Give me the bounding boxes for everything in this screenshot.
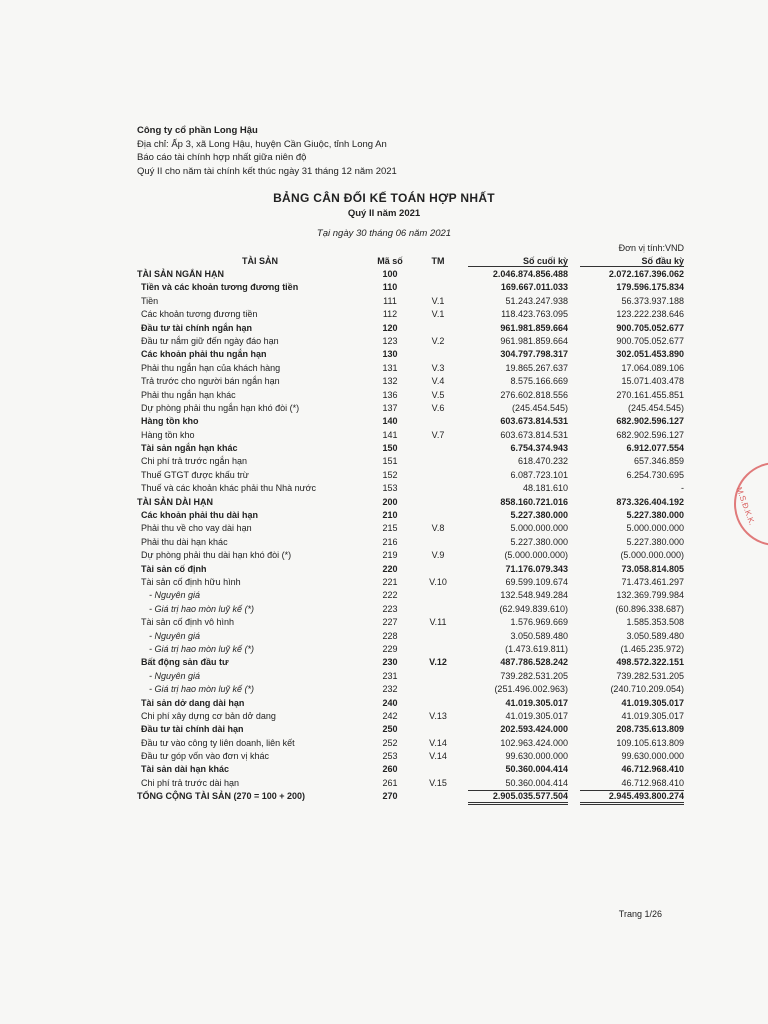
row-label: Tiền và các khoản tương đương tiền	[141, 282, 299, 293]
row-end-value: 69.599.109.674	[505, 576, 568, 587]
table-row	[0, 455, 768, 468]
row-begin-value: 6.912.077.554	[626, 443, 684, 454]
row-end-value: (62.949.839.610)	[499, 603, 568, 614]
row-code: 216	[382, 536, 398, 547]
row-note: V.4	[431, 376, 445, 387]
table-row	[0, 763, 768, 776]
column-header-begin-period: Số đầu kỳ	[580, 256, 684, 267]
row-begin-value: 41.019.305.017	[621, 710, 684, 721]
row-begin-value: 302.051.453.890	[616, 349, 684, 360]
table-row	[0, 737, 768, 750]
row-code: 153	[382, 483, 398, 494]
table-row	[0, 482, 768, 495]
row-note: V.10	[429, 576, 447, 587]
row-end-value: 71.176.079.343	[505, 563, 568, 574]
row-label: Tài sản cố định vô hình	[141, 617, 235, 628]
table-row	[0, 268, 768, 281]
row-begin-value: 109.105.613.809	[616, 737, 684, 748]
row-code: 223	[382, 603, 398, 614]
column-header-end-period: Số cuối kỳ	[468, 256, 568, 267]
row-begin-value: 46.712.968.410	[621, 777, 684, 788]
row-end-value: 118.423.763.095	[501, 309, 568, 320]
row-code: 227	[382, 617, 398, 628]
table-row	[0, 643, 768, 656]
row-code: 250	[382, 724, 398, 735]
row-begin-value: (60.896.338.687)	[615, 603, 684, 614]
table-row	[0, 469, 768, 482]
row-label: Tài sản cố định hữu hình	[141, 576, 241, 587]
table-row	[0, 630, 768, 643]
column-header-code: Mã số	[377, 256, 403, 266]
table-row	[0, 723, 768, 736]
row-code: 151	[382, 456, 398, 467]
row-code: 221	[382, 576, 398, 587]
balance-sheet-table	[0, 268, 768, 804]
row-note: V.1	[431, 295, 445, 306]
row-begin-value: 739.282.531.205	[616, 670, 684, 681]
row-begin-value: 17.064.089.106	[621, 362, 684, 373]
row-code: 240	[382, 697, 398, 708]
table-row	[0, 389, 768, 402]
row-note: V.12	[429, 657, 447, 668]
table-row	[0, 750, 768, 763]
row-end-value: 5.227.380.000	[510, 510, 568, 521]
row-code: 112	[382, 309, 398, 320]
row-label: TỔNG CỘNG TÀI SẢN (270 = 100 + 200)	[137, 791, 306, 802]
row-begin-value: 5.000.000.000	[626, 523, 684, 534]
table-row	[0, 522, 768, 535]
row-code: 260	[382, 764, 398, 775]
row-label: - Nguyên giá	[149, 670, 201, 681]
row-begin-value: 15.071.403.478	[621, 376, 684, 387]
row-begin-value: 682.902.596.127	[616, 429, 684, 440]
row-end-value: (245.454.545)	[511, 402, 568, 413]
row-note: V.14	[429, 737, 447, 748]
row-code: 123	[382, 335, 398, 346]
row-code: 220	[382, 563, 398, 574]
row-begin-value: 123.222.238.646	[616, 309, 684, 320]
row-label: Chi phí trả trước dài hạn	[141, 777, 239, 788]
row-label: Đầu tư góp vốn vào đơn vị khác	[141, 751, 269, 762]
row-begin-value: 900.705.052.677	[616, 322, 684, 333]
row-begin-value: (5.000.000.000)	[620, 550, 684, 561]
row-end-value: 51.243.247.938	[505, 295, 568, 306]
row-begin-value: 5.227.380.000	[626, 536, 684, 547]
row-begin-value: 270.161.455.851	[616, 389, 684, 400]
column-header-asset: TÀI SẢN	[242, 256, 278, 266]
row-end-value: 739.282.531.205	[500, 670, 568, 681]
row-end-value: 2.905.035.577.504	[468, 790, 568, 805]
row-label: Hàng tồn kho	[141, 416, 199, 427]
row-end-value: 961.981.859.664	[500, 322, 568, 333]
row-code: 215	[382, 523, 398, 534]
row-code: 230	[382, 657, 398, 668]
row-begin-value: 2.945.493.800.274	[580, 790, 684, 805]
row-end-value: 276.602.818.556	[500, 389, 568, 400]
row-end-value: 1.576.969.669	[510, 617, 568, 628]
row-code: 253	[382, 751, 398, 762]
table-row	[0, 415, 768, 428]
row-code: 136	[382, 389, 398, 400]
row-code: 131	[382, 362, 398, 373]
row-end-value: 169.667.011.033	[500, 282, 568, 293]
report-period: Quý II cho năm tài chính kết thúc ngày 31 tháng 12 năm 2021	[137, 165, 397, 177]
row-begin-value: 900.705.052.677	[616, 335, 684, 346]
row-label: Phải thu dài hạn khác	[141, 536, 228, 547]
row-code: 111	[383, 295, 397, 306]
row-begin-value: 73.058.814.805	[621, 563, 684, 574]
table-row	[0, 362, 768, 375]
row-end-value: 19.865.267.637	[505, 362, 568, 373]
row-begin-value: 6.254.730.695	[626, 469, 684, 480]
row-begin-value: 498.572.322.151	[616, 657, 684, 668]
table-row	[0, 549, 768, 562]
row-label: Trả trước cho người bán ngắn hạn	[141, 376, 280, 387]
row-end-value: 3.050.589.480	[510, 630, 568, 641]
row-code: 252	[382, 737, 398, 748]
currency-unit: Đơn vị tính:VND	[618, 243, 684, 253]
row-label: - Giá trị hao mòn luỹ kế (*)	[149, 684, 255, 695]
row-end-value: 41.019.305.017	[505, 710, 568, 721]
row-end-value: 5.227.380.000	[510, 536, 568, 547]
row-begin-value: 41.019.305.017	[621, 697, 684, 708]
row-code: 120	[382, 322, 398, 333]
row-note: V.3	[431, 362, 445, 373]
table-row	[0, 603, 768, 616]
row-begin-value: 56.373.937.188	[621, 295, 684, 306]
row-note: V.8	[431, 523, 445, 534]
row-end-value: 5.000.000.000	[510, 523, 568, 534]
row-note: V.13	[429, 710, 447, 721]
row-label: Đầu tư nắm giữ đến ngày đáo hạn	[141, 335, 279, 346]
row-code: 231	[382, 670, 398, 681]
row-label: Phải thu ngắn hạn khác	[141, 389, 236, 400]
row-code: 261	[382, 777, 398, 788]
row-end-value: 304.797.798.317	[500, 349, 568, 360]
row-begin-value: 873.326.404.192	[616, 496, 684, 507]
table-row	[0, 308, 768, 321]
row-end-value: 603.673.814.531	[500, 416, 568, 427]
row-end-value: 6.087.723.101	[510, 469, 568, 480]
row-code: 100	[382, 269, 398, 279]
row-label: Tài sản dài hạn khác	[141, 764, 230, 775]
row-label: Tài sản cố định	[141, 563, 207, 574]
row-label: Hàng tồn kho	[141, 429, 195, 440]
row-end-value: 618.470.232	[517, 456, 568, 467]
row-end-value: (5.000.000.000)	[504, 550, 568, 561]
row-begin-value: 71.473.461.297	[621, 576, 684, 587]
row-code: 132	[382, 376, 398, 387]
row-end-value: 2.046.874.856.488	[492, 269, 568, 279]
row-begin-value: 208.735.613.809	[616, 724, 684, 735]
row-begin-value: 1.585.353.508	[626, 617, 684, 628]
row-label: Tài sản ngắn hạn khác	[141, 443, 238, 454]
row-label: Chi phí trả trước ngắn hạn	[141, 456, 247, 467]
row-label: Chi phí xây dựng cơ bản dở dang	[141, 710, 276, 721]
row-code: 141	[382, 429, 398, 440]
row-note: V.7	[431, 429, 445, 440]
table-row	[0, 576, 768, 589]
row-label: Dự phòng phải thu ngắn hạn khó đòi (*)	[141, 402, 300, 413]
column-header-note: TM	[431, 256, 445, 266]
company-address: Địa chỉ: Ấp 3, xã Long Hậu, huyện Cần Giuộc, tỉnh Long An	[137, 138, 387, 150]
table-row	[0, 656, 768, 669]
row-note: V.2	[431, 335, 445, 346]
row-label: Tiền	[141, 295, 159, 306]
row-label: Phải thu về cho vay dài hạn	[141, 523, 252, 534]
row-note: V.9	[431, 550, 445, 561]
row-end-value: 41.019.305.017	[505, 697, 568, 708]
row-begin-value: 179.596.175.834	[616, 282, 684, 293]
table-row	[0, 402, 768, 415]
row-note: V.15	[429, 777, 447, 788]
row-label: Các khoản phải thu ngắn hạn	[141, 349, 267, 360]
seal-text: M.S.Đ.K.K.	[734, 486, 757, 527]
document-subtitle: Quý II năm 2021	[347, 208, 421, 219]
row-code: 219	[382, 550, 398, 561]
row-end-value: 50.360.004.414	[505, 777, 568, 788]
table-row	[0, 670, 768, 683]
row-end-value: 132.548.949.284	[500, 590, 568, 601]
row-label: Thuế và các khoản khác phải thu Nhà nước	[141, 483, 317, 494]
page-number: Trang 1/26	[618, 909, 662, 919]
table-row	[0, 563, 768, 576]
table-row	[0, 295, 768, 308]
row-begin-value: (245.454.545)	[627, 402, 684, 413]
report-type: Báo cáo tài chính hợp nhất giữa niên độ	[137, 152, 307, 163]
table-row	[0, 710, 768, 723]
row-note: V.14	[429, 751, 447, 762]
row-end-value: 6.754.374.943	[510, 443, 568, 454]
table-row	[0, 616, 768, 629]
row-label: - Giá trị hao mòn luỹ kế (*)	[149, 603, 255, 614]
table-row	[0, 509, 768, 522]
row-code: 152	[382, 469, 398, 480]
report-date: Tại ngày 30 tháng 06 năm 2021	[316, 228, 452, 239]
row-note: V.6	[431, 402, 445, 413]
row-end-value: (1.473.619.811)	[505, 643, 568, 654]
row-code: 150	[382, 443, 398, 454]
row-code: 200	[382, 496, 398, 507]
row-label: - Nguyên giá	[149, 630, 201, 641]
document-header	[137, 124, 397, 178]
row-end-value: 8.575.166.669	[510, 376, 568, 387]
row-code: 140	[382, 416, 398, 427]
row-label: Đầu tư vào công ty liên doanh, liên kết	[141, 737, 295, 748]
row-label: TÀI SẢN NGẮN HẠN	[137, 269, 224, 279]
row-label: Tài sản dở dang dài hạn	[141, 697, 245, 708]
row-label: Thuế GTGT được khấu trừ	[141, 469, 249, 480]
row-end-value: 102.963.424.000	[500, 737, 568, 748]
table-row	[0, 281, 768, 294]
row-end-value: 99.630.000.000	[505, 751, 568, 762]
table-row	[0, 683, 768, 696]
row-code: 228	[382, 630, 398, 641]
row-code: 130	[382, 349, 398, 360]
row-code: 210	[382, 510, 398, 521]
row-label: Các khoản tương đương tiền	[141, 309, 258, 320]
row-code: 270	[382, 791, 398, 802]
table-row	[0, 790, 768, 803]
table-row	[0, 697, 768, 710]
row-label: Đầu tư tài chính dài hạn	[141, 724, 244, 735]
table-row	[0, 375, 768, 388]
row-label: Các khoản phải thu dài hạn	[141, 510, 259, 521]
row-note: V.11	[429, 617, 447, 628]
row-begin-value: 3.050.589.480	[626, 630, 684, 641]
table-row	[0, 589, 768, 602]
row-note: V.1	[431, 309, 445, 320]
row-label: Bất động sản đầu tư	[141, 657, 229, 668]
row-begin-value: (1.465.235.972)	[620, 643, 684, 654]
row-end-value: 50.360.004.414	[505, 764, 568, 775]
table-row	[0, 496, 768, 509]
row-label: Dự phòng phải thu dài hạn khó đòi (*)	[141, 550, 292, 561]
row-code: 137	[382, 402, 398, 413]
row-label: Đầu tư tài chính ngắn hạn	[141, 322, 253, 333]
row-end-value: 48.181.610	[522, 483, 568, 494]
row-begin-value: 2.072.167.396.062	[608, 269, 684, 279]
row-begin-value: 46.712.968.410	[621, 764, 684, 775]
row-code: 232	[382, 684, 398, 695]
row-code: 229	[382, 643, 398, 654]
table-row	[0, 536, 768, 549]
row-code: 242	[382, 710, 398, 721]
table-row	[0, 348, 768, 361]
row-begin-value: 99.630.000.000	[621, 751, 684, 762]
row-begin-value: -	[681, 483, 684, 494]
row-begin-value: 132.369.799.984	[616, 590, 684, 601]
table-row	[0, 442, 768, 455]
row-end-value: (251.496.002.963)	[494, 684, 568, 695]
table-row	[0, 335, 768, 348]
row-begin-value: 657.346.859	[633, 456, 684, 467]
document-title: BẢNG CÂN ĐỐI KẾ TOÁN HỢP NHẤT	[273, 191, 495, 205]
row-end-value: 202.593.424.000	[500, 724, 568, 735]
row-label: - Giá trị hao mòn luỹ kế (*)	[149, 643, 255, 654]
row-note: V.5	[431, 389, 445, 400]
row-end-value: 961.981.859.664	[500, 335, 568, 346]
table-row	[0, 777, 768, 790]
row-begin-value: 5.227.380.000	[626, 510, 684, 521]
company-name: Công ty cổ phần Long Hậu	[137, 125, 258, 136]
row-label: Phải thu ngắn hạn của khách hàng	[141, 362, 281, 373]
row-end-value: 603.673.814.531	[500, 429, 568, 440]
row-label: - Nguyên giá	[149, 590, 201, 601]
row-begin-value: (240.710.209.054)	[610, 684, 684, 695]
row-end-value: 858.160.721.016	[500, 496, 568, 507]
row-label: TÀI SẢN DÀI HẠN	[137, 496, 213, 507]
table-row	[0, 322, 768, 335]
row-code: 222	[382, 590, 398, 601]
row-code: 110	[382, 282, 398, 293]
table-row	[0, 429, 768, 442]
row-begin-value: 682.902.596.127	[616, 416, 684, 427]
row-end-value: 487.786.528.242	[500, 657, 568, 668]
